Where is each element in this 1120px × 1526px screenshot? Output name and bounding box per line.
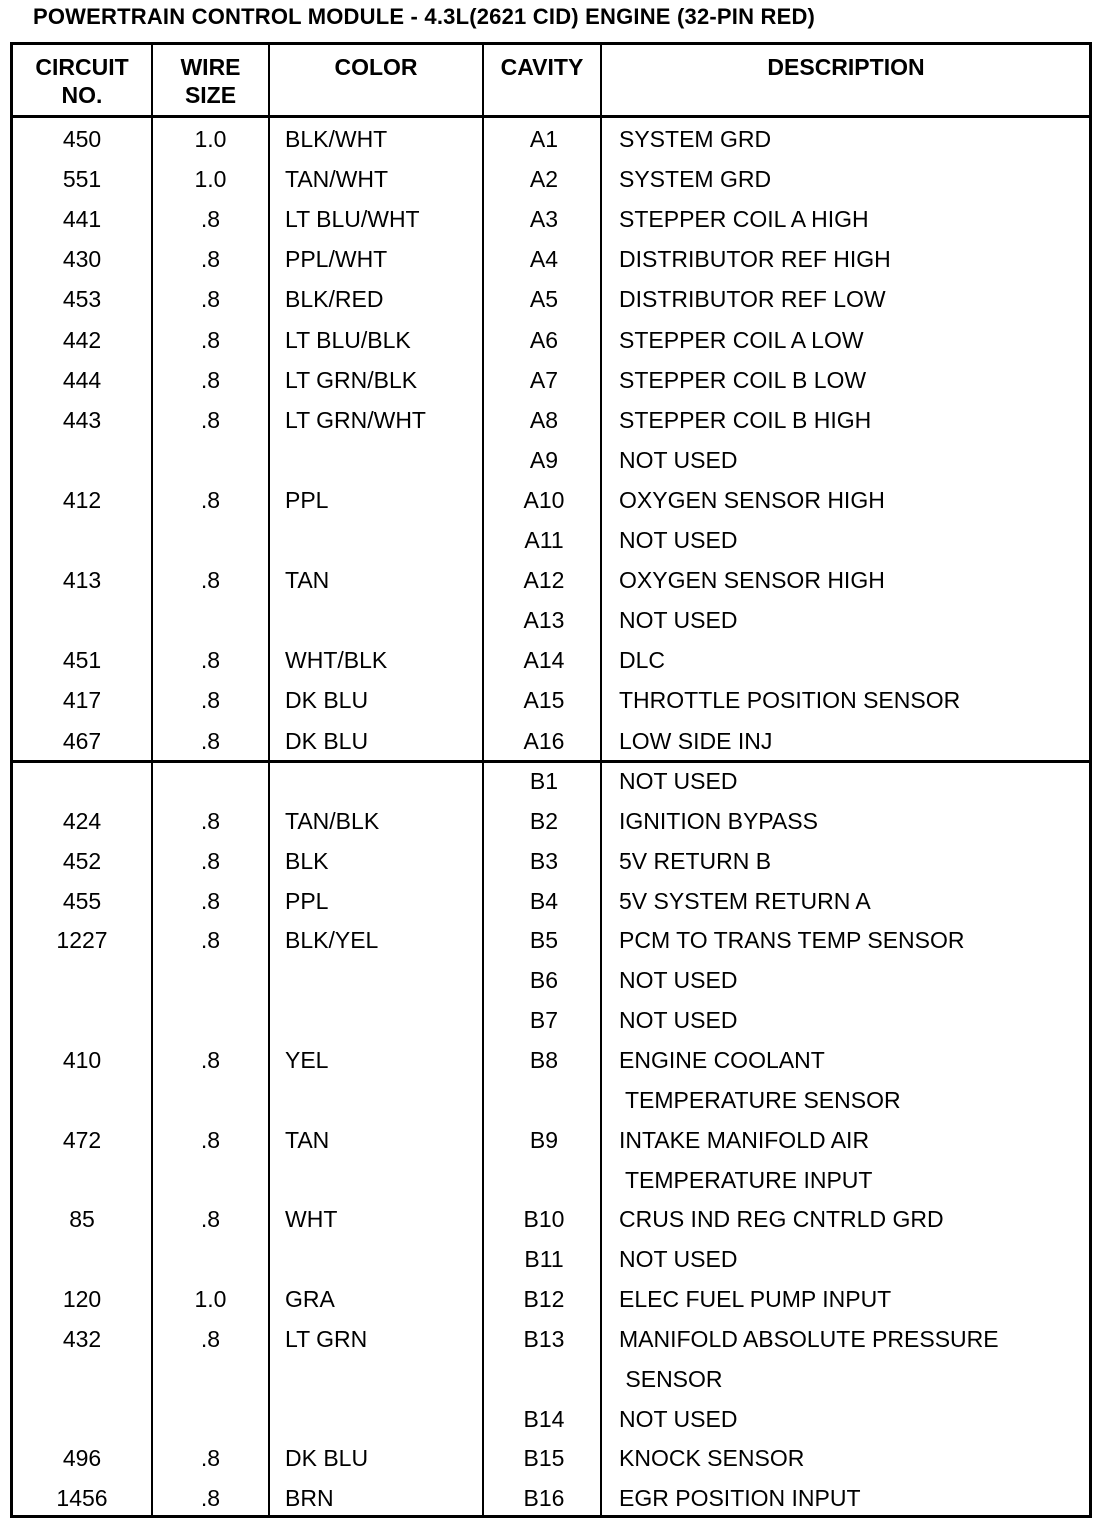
wire-size-cell (153, 600, 268, 640)
wire-size-cell: .8 (200, 567, 221, 594)
cavity-cell: A16 (523, 727, 565, 754)
circuit-no-cell: 1456 (56, 1485, 108, 1512)
wire-color-cell: TAN (285, 1126, 330, 1153)
wire-color-cell (285, 1080, 485, 1120)
table-row (13, 1319, 1089, 1359)
circuit-no-cell: 455 (62, 887, 102, 914)
wire-color-cell: TAN/BLK (285, 807, 380, 834)
circuit-no-cell: 451 (62, 647, 102, 674)
wire-color-cell: DK BLU (285, 687, 369, 714)
description-cell: NOT USED (619, 1405, 738, 1432)
cavity-cell: B14 (523, 1405, 565, 1432)
cavity-cell: B16 (523, 1485, 565, 1512)
table-row (13, 1359, 1089, 1399)
table-row (13, 360, 1089, 400)
wire-color-cell (285, 1399, 485, 1439)
table-row (13, 480, 1089, 520)
wire-size-cell: .8 (200, 1126, 221, 1153)
cavity-cell: B3 (529, 847, 559, 874)
description-cell: SYSTEM GRD (619, 126, 772, 152)
wire-size-cell: .8 (200, 647, 221, 674)
cavity-cell: B6 (529, 967, 559, 994)
cavity-cell: A13 (523, 607, 565, 634)
cavity-cell: B15 (523, 1445, 565, 1472)
wire-size-cell: .8 (200, 1046, 221, 1073)
table-row (13, 600, 1089, 640)
circuit-no-cell: 442 (62, 326, 102, 353)
cavity-cell: A6 (529, 326, 559, 353)
table-row (13, 1199, 1089, 1239)
circuit-no-cell: 452 (62, 847, 102, 874)
circuit-no-cell: 443 (62, 406, 102, 433)
cavity-cell: A12 (523, 567, 565, 594)
table-row (13, 1000, 1089, 1040)
circuit-no-cell: 450 (62, 126, 102, 152)
wire-size-cell: .8 (200, 246, 221, 273)
wire-size-cell (153, 520, 268, 560)
description-cell: SENSOR (619, 1365, 723, 1392)
description-cell: STEPPER COIL A LOW (619, 326, 864, 353)
cavity-cell: A15 (523, 687, 565, 714)
description-cell: NOT USED (619, 527, 738, 553)
description-cell: NOT USED (619, 446, 738, 473)
description-cell: 5V SYSTEM RETURN A (619, 887, 871, 914)
circuit-no-cell (13, 761, 151, 801)
wire-color-cell: WHT/BLK (285, 647, 388, 674)
wire-size-cell: .8 (200, 1325, 221, 1352)
wire-color-cell: WHT (285, 1206, 338, 1233)
circuit-no-cell (13, 440, 151, 480)
circuit-no-cell: 496 (62, 1445, 102, 1472)
circuit-no-cell (13, 1399, 151, 1439)
wire-size-cell: .8 (200, 687, 221, 714)
wire-size-cell: .8 (200, 326, 221, 353)
cavity-cell: A14 (523, 647, 565, 674)
description-cell: DLC (619, 647, 666, 674)
circuit-no-cell: 413 (62, 567, 102, 594)
header-wire-size: WIRE SIZE (180, 54, 241, 108)
description-cell: NOT USED (619, 967, 738, 994)
cavity-cell: A5 (529, 286, 559, 313)
description-cell: OXYGEN SENSOR HIGH (619, 486, 885, 513)
circuit-no-cell: 432 (62, 1325, 102, 1352)
wire-color-cell (285, 600, 485, 640)
wire-color-cell: BLK (285, 847, 329, 874)
cavity-cell: A2 (529, 166, 559, 193)
wire-color-cell: BLK/YEL (285, 927, 379, 954)
wire-size-cell (153, 440, 268, 480)
table-row (13, 960, 1089, 1000)
pinout-table (10, 42, 1092, 1518)
wire-size-cell (153, 1000, 268, 1040)
wire-color-cell: PPL/WHT (285, 246, 388, 273)
cavity-cell (485, 1359, 603, 1399)
wire-size-cell: .8 (200, 286, 221, 313)
description-cell: THROTTLE POSITION SENSOR (619, 687, 961, 714)
table-row (13, 881, 1089, 921)
table-row (13, 199, 1089, 239)
description-cell: STEPPER COIL B HIGH (619, 406, 872, 433)
description-cell: STEPPER COIL B LOW (619, 366, 867, 393)
description-cell: TEMPERATURE INPUT (619, 1166, 873, 1193)
wire-size-cell (153, 1399, 268, 1439)
wire-color-cell: GRA (285, 1286, 335, 1313)
wire-size-cell: .8 (200, 807, 221, 834)
cavity-cell: B11 (524, 1246, 564, 1273)
header-color: COLOR (334, 54, 418, 80)
description-cell: KNOCK SENSOR (619, 1445, 805, 1472)
table-row (13, 1478, 1089, 1518)
circuit-no-cell (13, 1239, 151, 1279)
description-cell: INTAKE MANIFOLD AIR (619, 1126, 870, 1153)
circuit-no-cell: 1227 (56, 927, 108, 954)
table-row (13, 320, 1089, 360)
circuit-no-cell: 444 (62, 366, 102, 393)
description-cell: 5V RETURN B (619, 847, 772, 874)
header-circuit: CIRCUIT NO. (35, 54, 129, 108)
wire-size-cell (153, 1359, 268, 1399)
cavity-cell: B1 (529, 768, 559, 794)
wire-color-cell: BLK/WHT (285, 126, 388, 152)
circuit-no-cell (13, 1160, 151, 1200)
table-row (13, 1438, 1089, 1478)
table-row (13, 400, 1089, 440)
circuit-no-cell: 472 (62, 1126, 102, 1153)
table-row (13, 1120, 1089, 1160)
wire-color-cell (285, 1160, 485, 1200)
wire-size-cell: 1.0 (194, 1286, 227, 1313)
cavity-cell: B7 (529, 1007, 559, 1034)
table-row (13, 721, 1089, 761)
header-description: DESCRIPTION (767, 54, 925, 80)
page-title: POWERTRAIN CONTROL MODULE - 4.3L(2621 CID) ENGINE (32-PIN RED) (33, 4, 816, 29)
cavity-cell: B2 (529, 807, 559, 834)
description-cell: EGR POSITION INPUT (619, 1485, 861, 1512)
description-cell: PCM TO TRANS TEMP SENSOR (619, 927, 965, 954)
wire-color-cell (285, 1359, 485, 1399)
cavity-cell: A11 (524, 527, 564, 553)
wire-size-cell (153, 1239, 268, 1279)
table-row (13, 1080, 1089, 1120)
wire-color-cell: PPL (285, 486, 329, 513)
table-row (13, 279, 1089, 319)
description-cell: STEPPER COIL A HIGH (619, 206, 869, 233)
wire-size-cell (153, 960, 268, 1000)
circuit-no-cell: 412 (62, 486, 102, 513)
wire-size-cell (153, 1080, 268, 1120)
wire-color-cell: DK BLU (285, 727, 369, 754)
cavity-cell: A4 (529, 246, 559, 273)
table-row (13, 1279, 1089, 1319)
table-row (13, 920, 1089, 960)
description-cell: NOT USED (619, 1246, 738, 1273)
circuit-no-cell (13, 600, 151, 640)
table-row (13, 761, 1089, 801)
wire-color-cell: TAN (285, 567, 330, 594)
wire-size-cell: .8 (200, 366, 221, 393)
circuit-no-cell: 120 (62, 1286, 102, 1313)
table-row (13, 119, 1089, 159)
wire-size-cell: .8 (200, 887, 221, 914)
wire-color-cell (285, 1000, 485, 1040)
description-cell: OXYGEN SENSOR HIGH (619, 567, 885, 594)
cavity-cell: A7 (529, 366, 559, 393)
table-row (13, 440, 1089, 480)
wire-size-cell: .8 (200, 847, 221, 874)
table-row (13, 159, 1089, 199)
wire-color-cell: DK BLU (285, 1445, 369, 1472)
cavity-cell: A1 (529, 126, 559, 152)
cavity-cell: B9 (529, 1126, 559, 1153)
description-cell: ELEC FUEL PUMP INPUT (619, 1286, 892, 1313)
cavity-cell: B13 (523, 1325, 565, 1352)
wire-color-cell: LT BLU/BLK (285, 326, 411, 353)
wire-size-cell: .8 (200, 486, 221, 513)
circuit-no-cell: 85 (69, 1206, 95, 1233)
description-cell: DISTRIBUTOR REF LOW (619, 286, 886, 313)
wire-color-cell (285, 440, 485, 480)
circuit-no-cell (13, 1359, 151, 1399)
wire-color-cell: BRN (285, 1485, 334, 1512)
circuit-no-cell (13, 520, 151, 560)
table-row (13, 1399, 1089, 1439)
wire-size-cell (153, 761, 268, 801)
description-cell: IGNITION BYPASS (619, 807, 818, 834)
table-row (13, 520, 1089, 560)
description-cell: DISTRIBUTOR REF HIGH (619, 246, 891, 273)
header-divider (13, 115, 1089, 118)
circuit-no-cell: 551 (62, 166, 102, 193)
circuit-no-cell (13, 1080, 151, 1120)
wire-color-cell (285, 520, 485, 560)
cavity-cell: A9 (529, 446, 559, 473)
description-cell: CRUS IND REG CNTRLD GRD (619, 1206, 944, 1233)
circuit-no-cell (13, 960, 151, 1000)
circuit-no-cell: 441 (62, 206, 102, 233)
wire-color-cell: LT GRN/WHT (285, 406, 426, 433)
table-row (13, 680, 1089, 720)
cavity-cell: B10 (523, 1206, 565, 1233)
wire-color-cell: YEL (285, 1046, 329, 1073)
circuit-no-cell (13, 1000, 151, 1040)
description-cell: NOT USED (619, 1007, 738, 1034)
table-row (13, 841, 1089, 881)
header-cavity: CAVITY (500, 54, 584, 80)
wire-size-cell: .8 (200, 1206, 221, 1233)
description-cell: NOT USED (619, 768, 738, 794)
cavity-cell (485, 1080, 603, 1120)
cavity-cell: A10 (523, 486, 565, 513)
wire-color-cell (285, 960, 485, 1000)
wire-size-cell: .8 (200, 1445, 221, 1472)
wire-color-cell: LT GRN (285, 1325, 368, 1352)
wire-size-cell: .8 (200, 727, 221, 754)
table-row (13, 640, 1089, 680)
table-row (13, 1040, 1089, 1080)
circuit-no-cell: 424 (62, 807, 102, 834)
cavity-cell: B4 (529, 887, 559, 914)
description-cell: LOW SIDE INJ (619, 727, 773, 754)
description-cell: SYSTEM GRD (619, 166, 772, 193)
wire-size-cell: .8 (200, 406, 221, 433)
wire-size-cell: .8 (200, 927, 221, 954)
wire-color-cell: TAN/WHT (285, 166, 389, 193)
circuit-no-cell: 453 (62, 286, 102, 313)
description-cell: MANIFOLD ABSOLUTE PRESSURE (619, 1325, 999, 1352)
wire-color-cell (285, 761, 485, 801)
circuit-no-cell: 430 (62, 246, 102, 273)
table-row (13, 1239, 1089, 1279)
wire-size-cell: .8 (200, 1485, 221, 1512)
circuit-no-cell: 410 (62, 1046, 102, 1073)
table-row (13, 801, 1089, 841)
cavity-cell: A3 (529, 206, 559, 233)
wire-color-cell: LT BLU/WHT (285, 206, 420, 233)
cavity-cell (485, 1160, 603, 1200)
wire-color-cell (285, 1239, 485, 1279)
description-cell: ENGINE COOLANT (619, 1046, 825, 1073)
cavity-cell: A8 (529, 406, 559, 433)
circuit-no-cell: 417 (62, 687, 102, 714)
table-row (13, 1160, 1089, 1200)
wire-color-cell: BLK/RED (285, 286, 384, 313)
cavity-cell: B8 (529, 1046, 559, 1073)
circuit-no-cell: 467 (62, 727, 102, 754)
table-row (13, 239, 1089, 279)
wire-size-cell (153, 1160, 268, 1200)
description-cell: TEMPERATURE SENSOR (619, 1086, 901, 1113)
cavity-cell: B5 (529, 927, 559, 954)
cavity-cell: B12 (523, 1286, 565, 1313)
wire-size-cell: 1.0 (194, 126, 227, 152)
wire-size-cell: 1.0 (194, 166, 227, 193)
description-cell: NOT USED (619, 607, 738, 634)
table-row (13, 560, 1089, 600)
wire-color-cell: LT GRN/BLK (285, 366, 418, 393)
wire-size-cell: .8 (200, 206, 221, 233)
wire-color-cell: PPL (285, 887, 329, 914)
